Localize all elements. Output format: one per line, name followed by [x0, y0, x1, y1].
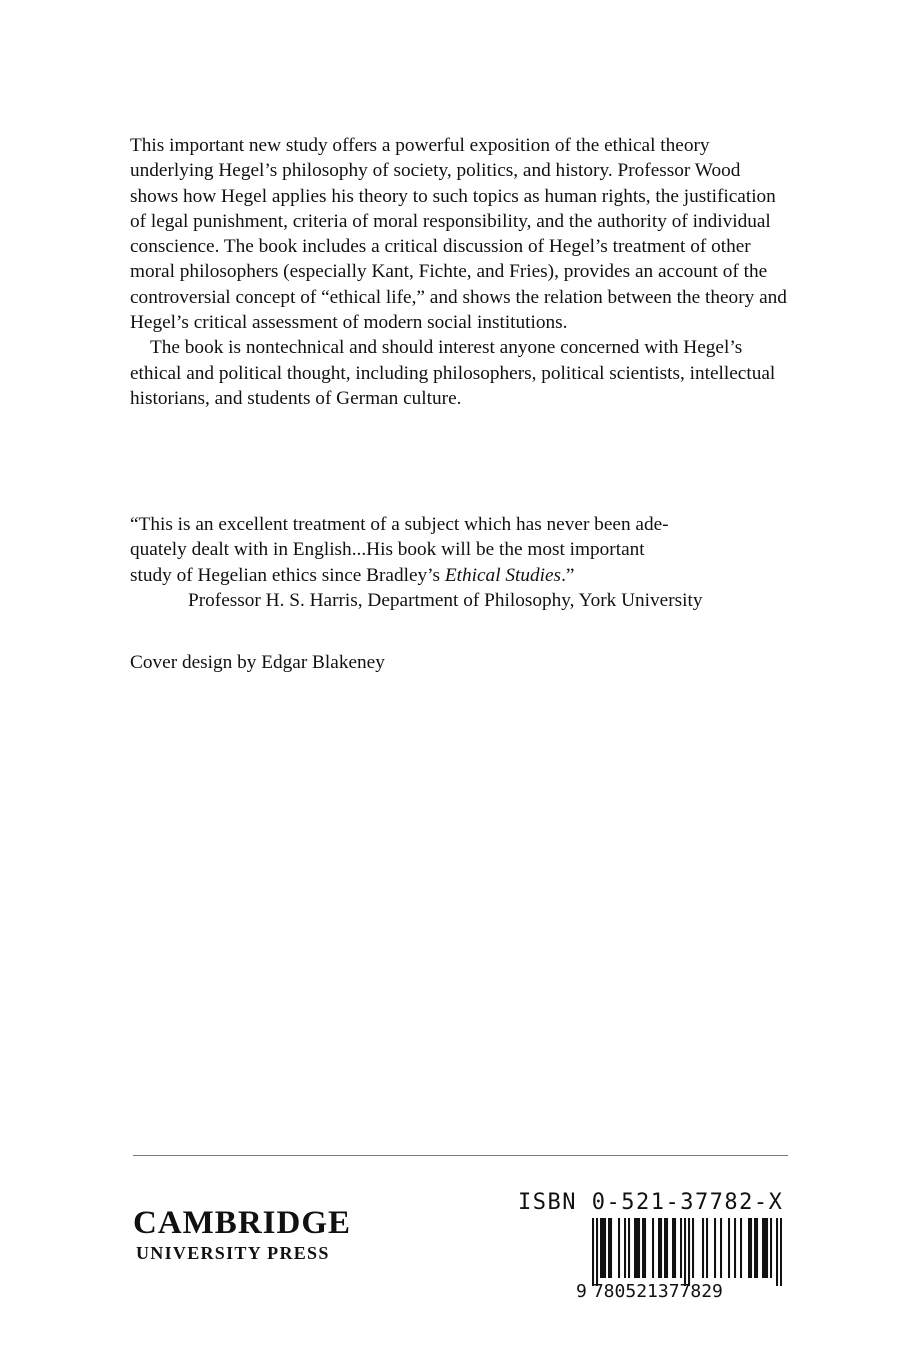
barcode-bar	[756, 1218, 758, 1278]
book-description	[130, 133, 790, 411]
publisher-logo	[133, 1205, 351, 1265]
barcode-bar	[770, 1218, 772, 1278]
barcode-bar	[754, 1218, 756, 1278]
barcode-bar	[642, 1218, 644, 1278]
barcode-bars	[592, 1218, 782, 1286]
barcode-bar	[740, 1218, 742, 1278]
barcode-bar	[628, 1218, 630, 1278]
publisher-subtitle: UNIVERSITY PRESS	[136, 1243, 330, 1263]
barcode-bar	[596, 1218, 598, 1286]
barcode-bar	[734, 1218, 736, 1278]
barcode-bar	[702, 1218, 704, 1278]
barcode-bar	[684, 1218, 686, 1286]
quote-line-1: “This is an excellent treatment of a subject which has never been ade-	[130, 514, 669, 535]
barcode-bar	[600, 1218, 602, 1278]
quote-line-2: quately dealt with in English...His book will be the most important	[130, 539, 645, 561]
barcode-bar	[762, 1218, 764, 1278]
barcode-bar	[658, 1218, 660, 1278]
barcode-bar	[672, 1218, 674, 1278]
barcode-bar	[692, 1218, 694, 1278]
barcode-bar	[624, 1218, 626, 1278]
cover-design-credit: Cover design by Edgar Blakeney	[130, 652, 385, 673]
barcode	[592, 1218, 782, 1286]
barcode-bar	[674, 1218, 676, 1278]
isbn-label: ISBN 0-521-37782-X	[518, 1190, 784, 1215]
barcode-bar	[714, 1218, 716, 1278]
barcode-bar	[706, 1218, 708, 1278]
barcode-bar	[592, 1218, 594, 1286]
barcode-bar	[644, 1218, 646, 1278]
barcode-bar	[602, 1218, 604, 1278]
quote-line-3	[130, 563, 800, 588]
barcode-bar	[776, 1218, 778, 1286]
quote-line-3-end: .”	[561, 564, 575, 586]
barcode-bar	[608, 1218, 610, 1278]
barcode-first-digit: 9	[576, 1281, 587, 1302]
barcode-bar	[666, 1218, 668, 1278]
barcode-bar	[634, 1218, 636, 1278]
barcode-bar	[652, 1218, 654, 1278]
divider-rule	[133, 1155, 788, 1156]
barcode-bar	[604, 1218, 606, 1278]
quote-line-3-text: study of Hegelian ethics since Bradley’s	[130, 564, 445, 586]
barcode-bar	[720, 1218, 722, 1278]
barcode-bar	[780, 1218, 782, 1286]
barcode-bar	[766, 1218, 768, 1278]
quote-attribution: Professor H. S. Harris, Department of Philosophy, York University	[188, 589, 703, 611]
description-paragraph-2: The book is nontechnical and should interest anyone concerned with Hegel’s ethical and political thought, including philosophers, political scientists, intellectual historians, and students of German culture.	[130, 337, 776, 409]
barcode-bar	[638, 1218, 640, 1278]
barcode-bar	[728, 1218, 730, 1278]
barcode-bar	[664, 1218, 666, 1278]
barcode-bar	[636, 1218, 638, 1278]
review-quote	[130, 512, 800, 613]
barcode-bar	[618, 1218, 620, 1278]
barcode-digit-string: 780521377829	[592, 1281, 723, 1302]
barcode-bar	[610, 1218, 612, 1278]
barcode-bar	[660, 1218, 662, 1278]
barcode-bar	[750, 1218, 752, 1278]
publisher-name: CAMBRIDGE	[133, 1205, 352, 1241]
barcode-bar	[688, 1218, 690, 1286]
description-paragraph-1: This important new study offers a powerful exposition of the ethical theory underlying Hegel’s philosophy of society, politics, and history. Professor Wood shows how Hegel applies his theory to such topics as human rights, the justification of legal punishment, criteria of moral responsibility, and the authority of individual conscience. The book includes a critical discussion of Hegel’s treatment of other moral philosophers (especially Kant, Fichte, and Fries), provides an account of the controversial concept of “ethical life,” and shows the relation between the theory and Hegel’s critical assessment of modern social institutions.	[130, 135, 787, 334]
barcode-bar	[680, 1218, 682, 1278]
barcode-bar	[764, 1218, 766, 1278]
quoted-book-title: Ethical Studies	[444, 564, 562, 586]
barcode-digits	[576, 1282, 723, 1302]
barcode-bar	[748, 1218, 750, 1278]
